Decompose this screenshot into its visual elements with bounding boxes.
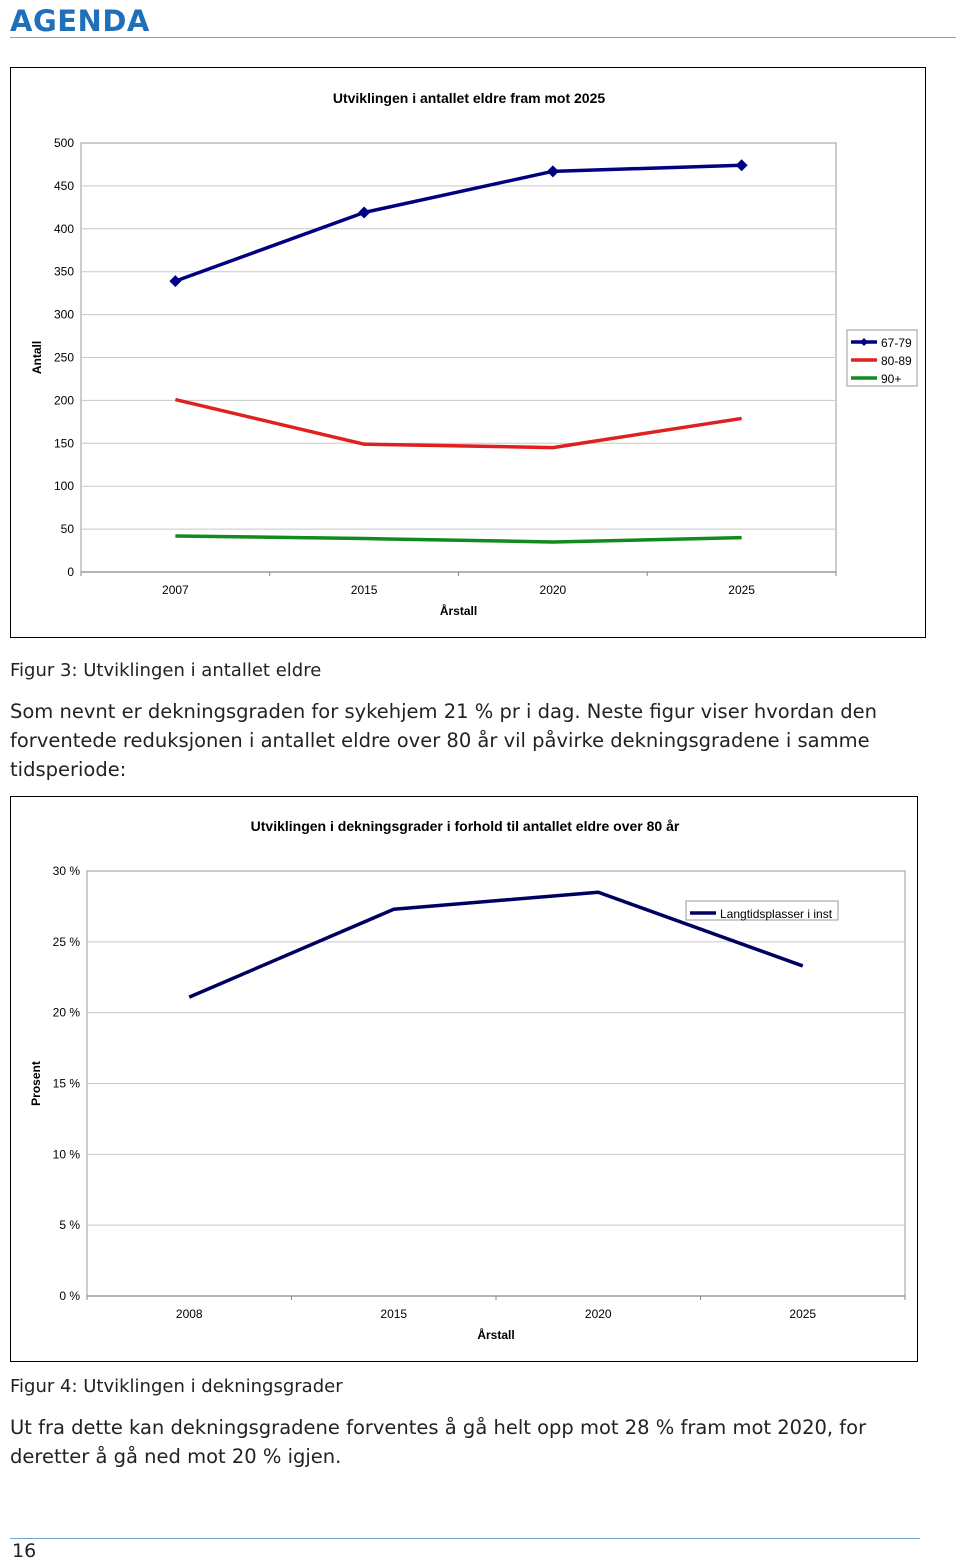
- y-tick-label: 350: [53, 264, 74, 279]
- chart-coverage-rates-svg: [11, 797, 917, 1361]
- figure-3-caption: Figur 3: Utviklingen i antallet eldre: [10, 660, 322, 681]
- x-tick-label: 2015: [350, 583, 378, 597]
- legend-label: 67-79: [881, 336, 912, 350]
- x-tick-label: 2025: [728, 583, 755, 597]
- y-tick-label: 0: [67, 565, 74, 579]
- y-tick-label: 30 %: [52, 864, 80, 878]
- y-tick-label: 500: [53, 136, 74, 150]
- y-tick-label: 450: [53, 178, 74, 193]
- x-tick-label: 2015: [380, 1307, 408, 1321]
- chart-title: Utviklingen i antallet eldre fram mot 2025: [332, 90, 606, 106]
- x-tick-label: 2025: [789, 1307, 817, 1321]
- y-tick-label: 25 %: [52, 934, 80, 949]
- paragraph-1: Som nevnt er dekningsgraden for sykehjem 21 % pr i dag. Neste figur viser hvordan den forventede reduksjonen i antallet eldre over 80 år vil påvirke dekningsgradene i samme tidsperiode:: [10, 700, 878, 781]
- legend-label: 80-89: [881, 354, 912, 368]
- x-tick-label: 2020: [584, 1307, 612, 1321]
- footer-divider: [10, 1538, 920, 1539]
- legend-label: 90+: [881, 372, 902, 386]
- y-tick-label: 15 %: [52, 1076, 80, 1091]
- y-tick-label: 50: [60, 522, 74, 537]
- paragraph-2: Ut fra dette kan dekningsgradene forventes å gå helt opp mot 28 % fram mot 2020, for deretter å gå ned mot 20 % igjen.: [10, 1416, 867, 1468]
- y-tick-label: 400: [53, 221, 74, 236]
- x-tick-label: 2008: [175, 1307, 203, 1321]
- y-tick-label: 10 %: [52, 1147, 80, 1162]
- y-tick-label: 200: [53, 393, 74, 408]
- x-tick-label: 2020: [539, 583, 567, 597]
- y-tick-label: 150: [53, 436, 74, 451]
- y-tick-label: 20 %: [52, 1005, 80, 1020]
- chart-title: Utviklingen i dekningsgrader i forhold til antallet eldre over 80 år: [250, 818, 680, 834]
- agenda-logo: AGENDA: [10, 4, 150, 38]
- chart-elderly-population: [10, 67, 926, 638]
- y-axis-title: Antall: [30, 340, 44, 375]
- legend-label: Langtidsplasser i inst: [720, 907, 833, 921]
- page-number: 16: [12, 1540, 37, 1562]
- y-axis-title: Prosent: [29, 1061, 43, 1106]
- x-axis-title: Årstall: [477, 1328, 515, 1342]
- y-tick-label: 300: [53, 307, 74, 322]
- y-tick-label: 250: [53, 350, 74, 365]
- y-tick-label: 100: [53, 479, 74, 494]
- header-divider: [10, 37, 956, 38]
- figure-4-caption: Figur 4: Utviklingen i dekningsgrader: [10, 1376, 343, 1397]
- chart-coverage-rates: [10, 796, 918, 1362]
- chart-elderly-population-svg: [11, 68, 925, 637]
- y-tick-label: 5 %: [59, 1218, 80, 1233]
- x-axis-title: Årstall: [439, 604, 478, 618]
- y-tick-label: 0 %: [59, 1289, 80, 1303]
- x-tick-label: 2007: [162, 583, 189, 597]
